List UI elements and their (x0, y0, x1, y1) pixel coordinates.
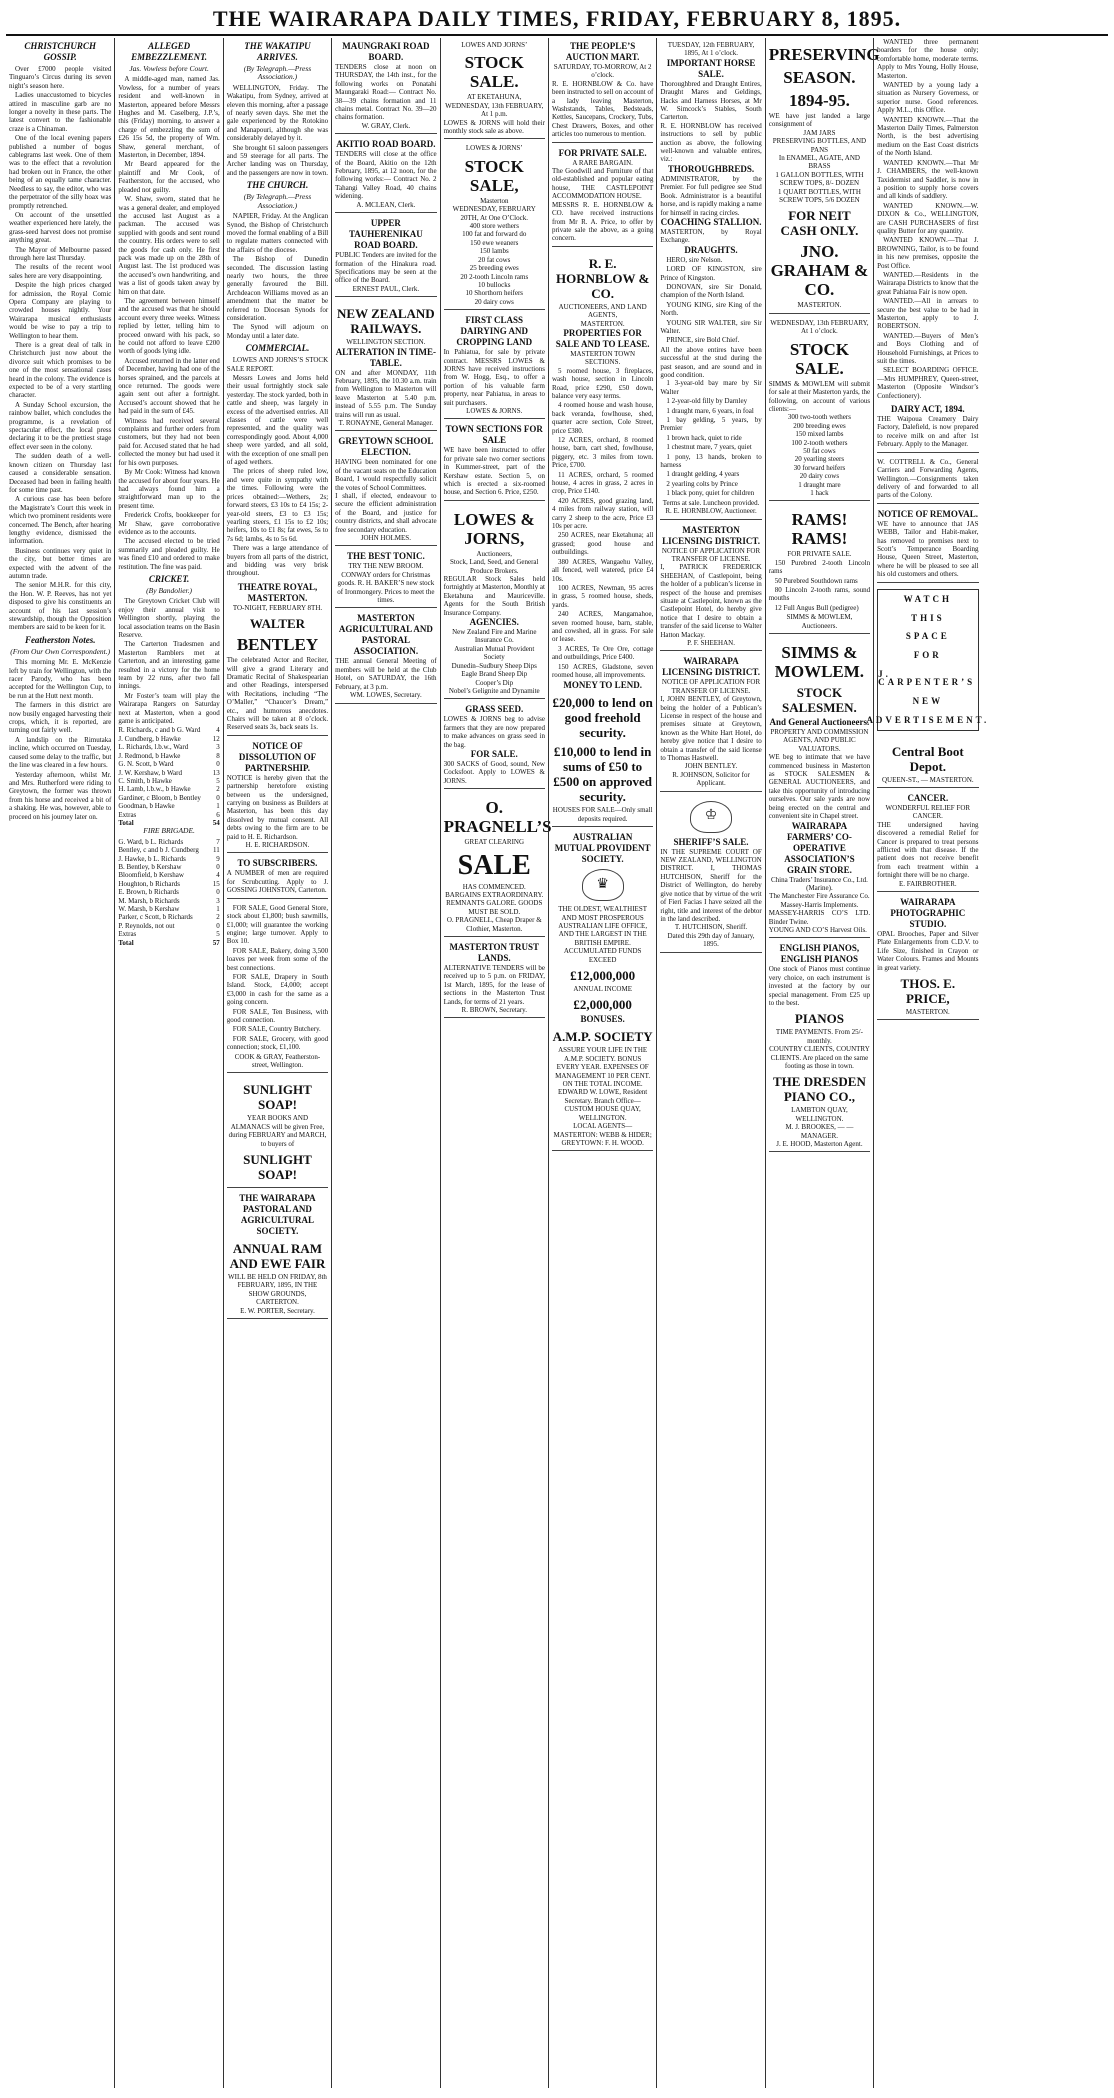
runs: 3 (216, 896, 220, 905)
paragraph: Frederick Crofts, bookkeeper for Mr Shaw, gave corroborative evidence as to the accounts. (118, 511, 220, 536)
article-subheading: (By Telegraph.—Press Association.) (243, 192, 312, 210)
runs: 5 (216, 776, 220, 785)
score-table-heading: FIRE BRIGADE. (143, 826, 195, 836)
watch-this-space-box (866, 589, 990, 731)
score-total: Total 57 (118, 938, 220, 947)
runs: 12 (212, 734, 220, 743)
score-row (118, 880, 219, 888)
lot-item: 1 brown hack, quiet to ride (666, 433, 742, 442)
removal-notice: NOTICE OF REMOVAL. WE have to announce that JAS WEBB, Tailor and Habit-maker, has removed to premises next to Scott’s Temperance Boarding House, Queen Street, Masterton, where he will be pleased to see all his old customers and others. (877, 506, 978, 583)
paragraph: LOWES AND JORNS’S STOCK SALE REPORT. (226, 356, 329, 373)
score-row (118, 802, 219, 810)
paragraph: Messrs Lowes and Jorns held their usual fortnightly stock sale yesterday. The stock yarded, both in cattle and sheep, was largely in excess of the advertised entries. All classes of cattle were well represented, and the quality was correspondingly good. About 4,000 sheep were yarded, and all sold, with the exception of one small pen of aged wethers. (226, 374, 329, 467)
paragraph: Mr Foster’s team will play the Wairarapa Rangers on Saturday next at Masterton, when a good game is anticipated. (118, 691, 220, 726)
score-row (118, 846, 219, 854)
wanted-item: WANTED KNOWN.—That the Masterton Daily Times, Palmerston North, is the best advertising medium on the East Coast districts of the North Island. (877, 115, 979, 158)
score-row (118, 769, 219, 777)
product-item: In ENAMEL, AGATE, AND BRASS (778, 154, 860, 171)
batsman: R. Richards, c and b G. Ward (118, 726, 201, 735)
horse-item: YOUNG KING, sire King of the North. (660, 300, 762, 318)
grass-seed-advertisement: GRASS SEED. LOWES & JORNS beg to advise farmers that they are now prepared to make advances on grass seed in the bag. FOR SALE. 300 SACKS of Good, sound, New Cocksfoot. Apply to LOWES & JORNS. (444, 701, 545, 789)
article-body (9, 65, 111, 632)
rams-advertisement: RAMS! RAMS! FOR PRIVATE SALE. 150 Purebred 2-tooth Lincoln rams 50 Purebred Southdown rams 80 Lincoln 2-tooth rams, sound mouths 12 Full Angus Bull (pedigree) SIMMS & MOWLEM, Auctioneers. (769, 503, 870, 634)
batsman: Bentley, c and b J. Cundberg (118, 846, 199, 855)
lot-item: 20 dairy cows (474, 297, 514, 306)
batsman: J. Hawke, b L. Richards (118, 854, 186, 863)
lot-item: 1 black pony, quiet for children (666, 489, 755, 498)
column-8 (765, 38, 880, 2088)
watch-word: J. CARPENTER’S (878, 668, 976, 688)
runs: 2 (216, 913, 220, 922)
piano-advertisement: ENGLISH PIANOS, ENGLISH PIANOS One stock of Pianos must continue very choice, on each instrument is invested at the factory by our special management. From £25 up to the best. PIANOS TIME PAYMENTS. From 25/- monthly. COUNTRY CLIENTS, COUNTRY CLIENTS. Are placed on the same footing as those in town. THE DRESDEN PIANO CO., LAMBTON QUAY, WELLINGTON. M. J. BROOKES, — — MANAGER. J. E. HOOD, Masterton Agent. (769, 940, 870, 1152)
road-board-notice: AKITIO ROAD BOARD. TENDERS will close at the office of the Board, Akitio on the 12th February, 1895, at 12 noon, for the following works:— Contract No. 2 Tahangi Valley Road, 40 chains widening. A. MCLEAN, Clerk. (335, 136, 436, 213)
paragraph: Witness had received several complaints and further orders from customers, but they had not been paid for. Accused stated that he had collected the money but had used it for his own purposes. (118, 416, 220, 467)
article-heading: THE CHURCH. (246, 180, 309, 191)
agency-item: Nobel’s Gelignite and Dynamite (448, 686, 540, 695)
article-subheading: (By Telegraph.—Press Association.) (243, 64, 312, 82)
auction-mart-advertisement: THE PEOPLE’S AUCTION MART. SATURDAY, TO-MORROW, At 2 o’clock. R. E. HORNBLOW & Co. have been instructed to sell on account of a lady leaving Masterton, Washstands, Tables, Bedsteads, Kettles, Saucepans, Crockery, Tubs, Chest Drawers, Boxes, and other articles too numerous to mention. (552, 38, 653, 143)
amp-society-advertisement: AUSTRALIAN MUTUAL PROVIDENT SOCIETY. ♛ THE OLDEST, WEALTHIEST AND MOST PROSPEROUS AUSTRALIAN LIFE OFFICE, AND THE LARGEST IN THE BRITISH EMPIRE. ACCUMULATED FUNDS EXCEED £12,000,000 ANNUAL INCOME £2,000,000 BONUSES. A.M.P. SOCIETY ASSURE YOUR LIFE IN THE A.M.P. SOCIETY. BONUS EVERY YEAR. EXPENSES OF MANAGEMENT 10 PER CENT. ON THE TOTAL INCOME. EDWARD W. LOWE, Resident Secretary. Branch Office—CUSTOM HOUSE QUAY, WELLINGTON. LOCAL AGENTS—MASTERTON: WEBB & HIDER; GREYTOWN: F. H. WOOD. (552, 829, 653, 1151)
trust-lands-notice: MASTERTON TRUST LANDS. ALTERNATIVE TENDERS will be received up to 5 p.m. on FRIDAY, 1st March, 1895, for the lease of sections in the Masterton Trust Lands, for terms of 21 years. R. BROWN, Secretary. (444, 939, 545, 1018)
agency-item: Cooper’s Dip (475, 678, 514, 687)
runs: 0 (216, 793, 220, 802)
batsman: C. Smith, b Hawke (118, 776, 172, 785)
masthead-rule (6, 34, 1108, 36)
paragraph: By Mr Cook: Witness had known the accused for about four years. He had always found him a straightforward man up to the present time. (118, 468, 220, 510)
association-meeting-notice: MASTERTON AGRICULTURAL AND PASTORAL ASSOCIATION. THE annual General Meeting of members will be held at the Club Hotel, on SATURDAY, the 16th February, at 3 p.m. WM. LOWES, Secretary. (335, 610, 436, 703)
score-row (118, 785, 219, 793)
score-row (118, 930, 219, 938)
column-6 (548, 38, 656, 2088)
wanted-item: WANTED by a young lady a situation as Nursery Governess, or superior nurse. Good references. Apply M.L., this Office. (877, 81, 979, 115)
election-notice: GREYTOWN SCHOOL ELECTION. HAVING been nominated for one of the vacant seats on the Education Board, I would respectfully solicit the votes of School Committees. I shall, if elected, endeavour to secure the efficient administration of the Board, and justice for country districts, and shall advocate free secondary education. JOHN HOLMES. (335, 433, 436, 546)
sale-item: FOR SALE, Country Butchery. (232, 1025, 321, 1034)
masthead: THE WAIRARAPA DAILY TIMES, FRIDAY, FEBRUARY 8, 1895. (212, 6, 902, 31)
agency-item: Dunedin–Sudbury Sheep Dips (451, 661, 537, 670)
runs: 2 (216, 785, 220, 794)
watch-word: ADVERTISEMENT. (866, 714, 990, 725)
batsman: Gardiner, c Bloom, b Bentley (118, 793, 201, 802)
paragraph: A landslip on the Rimutaka incline, which occurred on Tuesday, caused some delay to the traffic, but the line was cleared in a few hours. (9, 735, 112, 770)
lot-item: 30 forward heifers (793, 463, 846, 472)
lot-item: 1 3-year-old bay mare by Sir Walter (660, 379, 762, 396)
runs: 1 (216, 905, 220, 913)
lot-item: 1 bay gelding, 5 years, by Premier (660, 416, 762, 433)
sunlight-soap-advertisement: SUNLIGHT SOAP! YEAR BOOKS AND ALMANACS will be given Free, during FEBRUARY and MARCH, to buyers of SUNLIGHT SOAP! (227, 1075, 328, 1188)
horse-item: HERO, sire Nelson. (666, 255, 723, 264)
license-transfer-notice: MASTERTON LICENSING DISTRICT. NOTICE OF APPLICATION FOR TRANSFER OF LICENSE. I, PATRICK FREDERICK SHEEHAN, of Castlepoint, being the holder of a publican’s license in respect of the house and premises situate at Castlepoint, known as the Castlepoint Hotel, do hereby give notice that I desire to obtain a transfer of the said license to Walter Hatton Mackay. P. F. SHEEHAN. (660, 522, 761, 652)
runs: 4 (216, 871, 220, 880)
property-item: 150 ACRES, Gladstone, seven roomed house, all improvements. (551, 662, 654, 679)
batsman: W. Marsh, b Kershaw (118, 905, 180, 913)
article-body (118, 75, 219, 571)
land-agents-advertisement: R. E. HORNBLOW & CO. AUCTIONEERS, AND LAND AGENTS, MASTERTON. PROPERTIES FOR SALE AND TO LEASE. MASTERTON TOWN SECTIONS. 5 roomed house, 3 fireplaces, wash house, section in Lincoln Road, price £290, £50 down, balance very easy terms. 4 roomed house and wash house, back veranda, fowlhouse, shed, quarter acre section, Cole Street, price £380. 12 ACRES, orchard, 8 roomed house, barn, cart shed, fowlhouse, piggery, etc. 3 miles from town. Price, £700. 11 ACRES, orchard, 5 roomed house, 4 acres in grass, 2 acres in crop, Price £140. 420 ACRES, good grazing land, 4 miles from railway station, will carry 2 sheep to the acre, Price £3 10s per acre. 250 ACRES, near Eketahuna; all grassed; good house and outbuildings. 380 ACRES, Wangaehu Valley, all fenced, well watered, price £4 10s. 100 ACRES, Newman, 95 acres in grass, 5 roomed house, sheds, yards. 240 ACRES, Mangamahoe, seven roomed house, barn, stable, and cowshed, all in grass. For sale or lease. 3 ACRES, Te Ore Ore, cottage and outbuildings, Price £400. 150 ACRES, Gladstone, seven roomed house, all improvements. MONEY TO LEND. £20,000 to lend on good freehold security. £10,000 to lend in sums of £50 to £500 on approved security. HOUSES FOR SALE—Only small deposits required. (552, 249, 653, 827)
watch-word: THIS (911, 612, 945, 623)
property-item: 12 ACRES, orchard, 8 roomed house, barn, cart shed, fowlhouse, piggery, etc. 3 miles from town. Price, £700. (551, 436, 654, 470)
property-item: 4 roomed house and wash house, back veranda, fowlhouse, shed, quarter acre section, Cole Street, price £380. (551, 401, 654, 435)
road-board-notice: MAUNGRAKI ROAD BOARD. TENDERS close at noon on THURSDAY, the 14th inst., for the following works on Ponatahi Maungaraki Road:— Contract No. 38—39 chains formation and 11 chains metal. Contract No. 39—20 chains formation. W. GRAY, Clerk. (335, 38, 436, 134)
batsman: J. Cundberg, b Hawke (118, 734, 181, 743)
carriers-advertisement: W. COTTRELL & Co., General Carriers and Forwarding Agents, Wellington.—Consignments taken delivery of and forwarded to all parts of the Colony. (877, 455, 978, 504)
batsman: Houghton, b Richards (118, 879, 181, 888)
article-body (118, 597, 219, 725)
clearing-sale-advertisement: O. PRAGNELL’S GREAT CLEARING SALE HAS COMMENCED. BARGAINS EXTRAORDINARY. REMNANTS GALORE. GOODS MUST BE SOLD. O. PRAGNELL, Cheap Draper & Clothier, Masterton. (444, 791, 545, 937)
boot-depot-advertisement: Central Boot Depot. QUEEN-ST., — MASTERTON. (877, 737, 978, 788)
score-row (118, 863, 219, 871)
ram-item: 12 Full Angus Bull (pedigree) (774, 603, 859, 612)
runs: 0 (216, 862, 220, 871)
score-row (118, 838, 219, 846)
wanted-item: WANTED KNOWN.—W. DIXON & Co., WELLINGTON, are CASH PURCHASERS of first quality Butter for any quantity. (877, 201, 979, 235)
score-row (118, 922, 219, 930)
ram-item: 80 Lincoln 2-tooth rams, sound mouths (768, 586, 871, 603)
article-heading: Featherston Notes. (24, 634, 96, 645)
paragraph: The sudden death of a well-known citizen on Thursday last caused a considerable sensation. Deceased had been in failing health for some time past. (9, 452, 112, 494)
property-item: 380 ACRES, Wangaehu Valley, all fenced, well watered, price £4 10s. (551, 557, 654, 583)
paragraph: W. Shaw, sworn, stated that he was a general dealer, and employed the accused last August as a packman. The accused was supplied with goods and sent round the country. His orders were to sell the goods for cash only. He first pack was made up on the 28th of August last. The 1st produced was the accused’s own handwriting, and was a list of goods taken away by him on that date. (118, 195, 220, 296)
stock-sale-advertisement: LOWES & JORNS’ STOCK SALE, Masterton WEDNESDAY, FEBRUARY 20TH, At One O’Clock. 400 store wethers 100 fat and forward do 150 ewe weaners 150 lambs 20 fat cows 25 breeding ewes 20 2-tooth Lincoln rams 10 bullocks 10 Shorthorn heifers 20 dairy cows (444, 141, 545, 310)
score-row (118, 888, 219, 896)
runs: 9 (216, 854, 220, 863)
watch-word: SPACE (905, 631, 950, 642)
score-total: Total 54 (118, 818, 220, 827)
score-row (118, 811, 219, 819)
paragraph: She brought 61 saloon passengers and 59 steerage for all parts. The Archer landing was on Thursday, and the passengers are now in town. (226, 143, 329, 177)
paragraph: The Carterton Tradesmen and Masterton Ramblers met at Carterton, and an interesting game resulted in a victory for the home team by 22 runs, after two fall innings. (118, 640, 220, 691)
batsman: G. Ward, b L. Richards (118, 837, 184, 846)
stock-sale-advertisement: LOWES AND JORNS’ STOCK SALE. AT EKETAHUNA, WEDNESDAY, 13th FEBRUARY, At 1 p.m. LOWES & JORNS will hold their monthly stock sale as above. (444, 38, 545, 139)
lot-item: 1 chestnut mare, 7 years, quiet (666, 443, 752, 452)
paragraph: A Sunday School excursion, the rainbow ballet, which concludes the programme, is a revelation of spectacular effect, the local press declaring it to be the prettiest stage effect ever seen in the colony. (9, 400, 112, 451)
batsman: L. Richards, l.b.w., Ward (118, 743, 189, 752)
lot-item: 400 store wethers (469, 222, 519, 231)
auctioneers-advertisement: LOWES & JORNS, Auctioneers, Stock, Land, Seed, and General Produce Brokers. REGULAR Stock Sales held fortnightly at Masterton, Monthly at Eketahuna and Mauriceville. Agents for the South British Insurance Company. AGENCIES. New Zealand Fire and Marine Insurance Co. Australian Mutual Provident Society Dunedin–Sudbury Sheep Dips Eagle Brand Sheep Dip Cooper’s Dip Nobel’s Gelignite and Dynamite (444, 503, 545, 700)
property-item: 420 ACRES, good grazing land, 4 miles from railway station, will carry 2 sheep to the acre, Price £3 10s per acre. (551, 496, 654, 531)
property-item: 240 ACRES, Mangamahoe, seven roomed house, barn, stable, and cowshed, all in grass. For sale or lease. (551, 610, 654, 644)
lot-item: 300 two-tooth wethers (787, 413, 851, 422)
runs: 8 (216, 751, 220, 760)
runs: 11 (213, 846, 220, 855)
agency-item: Massey-Harris Implements. (780, 900, 859, 909)
property-item: 11 ACRES, orchard, 5 roomed house, 4 acres in grass, 2 acres in crop, Price £140. (551, 470, 654, 496)
runs: 13 (212, 768, 220, 777)
runs: 0 (216, 888, 220, 897)
batsman: B. Bentley, b Kershaw (118, 862, 182, 871)
paragraph: The prices of sheep ruled low, and were quite in sympathy with the times. Following were the prices obtained:—Wethers, 2s; forward steers, £3 10s to £4 15s; 2-year-old steers, £3 to £3 15s; yearling steers, £1 15s to £2 10s; heifers, 10s to £1 8s; fat ewes, 5s to 7s 6d; lambs, 4s to 5s 6d. (226, 467, 329, 543)
paragraph: Despite the high prices charged for admission, the Royal Comic Opera Company are playing to crowded houses nightly. Your Wairarapa musical enthusiasts would be wise to pay a trip to Wellington to hear them. (9, 281, 112, 340)
product-item: 1 QUART BOTTLES, WITH SCREW TOPS, 5/6 DOZEN (777, 187, 861, 205)
sale-item: FOR SALE, Good General Store, stock about £1,800; bush sawmills, £1,000; will guarantee the working engine; large turnover. Apply to Box 10. (226, 903, 329, 946)
product-item: JAM JARS (803, 128, 836, 137)
article-subheading: (By Bandolier.) (146, 585, 192, 595)
property-item: 250 ACRES, near Eketahuna; all grassed; good house and outbuildings. (551, 531, 654, 557)
score-row (118, 897, 219, 905)
paragraph: There was a large attendance of buyers from all parts of the district, and bidding was very brisk throughout. (226, 544, 329, 578)
wanted-item: WANTED.—All in arrears to secure the best value to be had in Masterton, apply to J. ROBERTSON. (877, 297, 979, 331)
product-item: PRESERVING BOTTLES, AND PANS (772, 137, 867, 154)
agency-item: The Manchester Fire Assurance Co. (769, 892, 870, 901)
runs: 0 (216, 760, 220, 769)
paragraph: Business continues very quiet in the city, but better times are expected with the advent of the autumn trade. (9, 546, 112, 580)
business-for-sale-advertisement: FOR SALE, Good General Store, stock about £1,800; bush sawmills, £1,000; will guarantee the working engine; large turnover. Apply to Box 10. FOR SALE, Bakery, doing 3,500 loaves per week from some of the best connections. FOR SALE, Drapery in South Island. Stock, £4,000; accept £3,000 in cash for the same as a going concern. FOR SALE, Ten Business, with good connection. FOR SALE, Country Butchery. FOR SALE, Grocery, with good connection; stock, £1,100. COOK & GRAY, Featherston-street, Wellington. (227, 901, 328, 1074)
lot-item: 1 draught gelding, 4 years (666, 470, 740, 479)
batsman: E. Brown, b Richards (118, 888, 179, 897)
column-4 (331, 38, 439, 2088)
paragraph: The Bishop of Dunedin seconded. The discussion lasting nearly two hours, the three generally favoured the Bill. Archdeacon Williams moved as an amendment that the matter be referred to Diocesan Synods for consideration. (226, 255, 329, 322)
paragraph: The farmers in this district are now busily engaged harvesting their crops, which, it is reported, are turning out fairly well. (9, 701, 112, 735)
ram-item: 50 Purebred Southdown rams (774, 576, 858, 585)
article-subheading: Jas. Vowless before Court. (129, 64, 209, 73)
sheriff-sale-notice: ♔ SHERIFF’S SALE. IN THE SUPREME COURT OF NEW ZEALAND, WELLINGTON DISTRICT. I, THOMAS HUTCHISON, Sheriff for the District of Wellington, do hereby give notice that by virtue of the writ of Fieri Facias I have seized all the right, title and interest of the debtor in the land described. T. HUTCHISON, Sheriff. Dated this 29th day of January, 1895. (660, 794, 761, 953)
runs: 0 (216, 921, 220, 930)
paragraph: One of the local evening papers published a number of bogus cablegrams last week. One of them was to the effect that a revolution had broken out in France, the other being of an equally tame character. Needless to say, the editor, who was the perpetrator of the silly hoax was promptly retrenched. (9, 134, 112, 210)
runs: 1 (216, 802, 220, 811)
score-row (118, 777, 219, 785)
article-heading: THE WAKATIPU ARRIVES. (244, 41, 311, 62)
batsman: H. Lamb, l.b.w., b Hawke (118, 785, 191, 794)
lot-item: 150 lambs (479, 247, 509, 256)
article-body (227, 356, 328, 578)
score-row (118, 743, 219, 751)
paragraph: This morning Mr. E. McKenzie left by train for Wellington, with the racer Parody, who has been accepted for the Wellington Cup, to be run at the Hutt next month. (9, 658, 112, 700)
batsman: P. Reynolds, not out (118, 921, 175, 930)
columns (6, 38, 1108, 2088)
lot-item: 1 2-year-old filly by Darnley (666, 397, 748, 406)
batsman: Extras (118, 930, 137, 939)
batsman: Parker, c Scott, b Richards (118, 913, 193, 922)
paragraph: WELLINGTON, Friday. The Wakatipu, from Sydney, arrived at eleven this morning, after a passage of nearly seven days. She met the gale experienced by the Rotokino and Manapouri, although she was considerably delayed by it. (226, 83, 329, 143)
property-item: 3 ACRES, Te Ore Ore, cottage and outbuildings, Price £400. (551, 644, 654, 662)
watch-word: FOR (913, 650, 942, 661)
agency-item: Eagle Brand Sheep Dip (461, 670, 528, 679)
wanted-item: WANTED KNOWN.—That Mr J. CHAMBERS, the well-known Taxidermist and Saddler, is now in a position to supply horse covers and all kinds of saddlery. (877, 158, 979, 201)
column-2 (114, 38, 222, 2088)
paragraph: A middle-aged man, named Jas. Vowless, for a number of years resident and well-known in Masterton, appeared before Messrs Hughes and M. Caselberg, J.P.’s, this (Friday) morning, to answer a charge of embezzling the sum of £26 15s 5d, the property of Wm. Shaw, general merchant, of Masterton, in December, 1894. (118, 75, 220, 160)
lot-item: 1 draught mare, 6 years, in foal (666, 406, 754, 415)
score-table (118, 726, 219, 818)
paragraph: The Mayor of Melbourne passed through here last Thursday. (9, 245, 112, 262)
subscribers-notice: TO SUBSCRIBERS. A NUMBER of men are required for Scrubcutting. Apply to J. GOSSING JOHNSTON, Carterton. (227, 855, 328, 898)
railways-notice: NEW ZEALAND RAILWAYS. WELLINGTON SECTION. ALTERATION IN TIME-TABLE. ON and after MONDAY, 11th February, 1895, the 10.30 a.m. train from Wellington to Masterton will leave Masterton at 5.40 p.m. instead of 5.55 p.m. The Sunday trains will run as usual. T. RONAYNE, General Manager. (335, 299, 436, 431)
wanted-advertisements (877, 38, 978, 400)
wanted-item: WANTED.—Residents in the Wairarapa Districts to know that the great Pahiatua Fair is now open. (877, 270, 979, 296)
batsman: M. Marsh, b Richards (118, 896, 180, 905)
lot-item: 10 Shorthorn heifers (465, 289, 524, 298)
batsman: G. N. Scott, b Ward (118, 760, 174, 769)
article-heading: COMMERCIAL. (245, 343, 310, 354)
runs: 4 (216, 726, 220, 735)
photographic-studio-advertisement: WAIRARAPA PHOTOGRAPHIC STUDIO. OPAL Brooches, Paper and Silver Plate Enlargements from C.D.V. to Life Size, finished in Crayon or Water Colours. Frames and Mounts in great variety. THOS. E. PRICE, MASTERTON. (877, 894, 978, 1020)
article-body (9, 658, 111, 821)
batsman: Goodman, b Hawke (118, 802, 175, 811)
stock-sale-advertisement: WEDNESDAY, 13th FEBRUARY, At 1 o’clock. STOCK SALE. SIMMS & MOWLEM will submit for sale at their Masterton yards, the following, on account of various clients:— 300 two-tooth wethers 200 breeding ewes 150 mixed lambs 100 2-tooth wethers 50 fat cows 20 yearling steers 30 forward heifers 20 dairy cows 1 draught mare 1 hack (769, 316, 870, 502)
paragraph: Mr Beard appeared for the plaintiff and Mr Cook, of Featherston, for the accused, who pleaded not guilty. (118, 160, 220, 194)
article-subheading: (From Our Own Correspondent.) (10, 646, 111, 656)
horse-item: LORD OF KINGSTON, sire Prince of Kingston. (660, 265, 762, 282)
article-heading: ALLEGED EMBEZZLEMENT. (131, 41, 208, 62)
column-9 (866, 38, 990, 2088)
cancer-relief-advertisement: CANCER. WONDERFUL RELIEF FOR CANCER. THE undersigned having discovered a remedial Relief for Cancer is prepared to treat persons afflicted with that disease. If the patient does not receive benefit from each treatment within a fortnight there will be no charge. E. FAIRBROTHER. (877, 790, 978, 892)
ram-item: 150 Purebred 2-tooth Lincoln rams (768, 558, 871, 576)
lot-item: 10 bullocks (478, 280, 511, 289)
shop-advertisement: THE BEST TONIC. TRY THE NEW BROOM. CONWAY orders for Christmas goods. R. H. BAKER’S new stock of Ironmongery. Prices to meet the times. (335, 548, 436, 608)
sale-item: FOR SALE, Drapery in South Island. Stock, £4,000; accept £3,000 in cash for the same as a going concern. (226, 972, 329, 1007)
wanted-item: WANTED three permanent boarders for the house only; comfortable home, moderate terms. Apply to Mrs Young, Holly House, Masterton. (877, 38, 979, 80)
town-sections-advertisement: TOWN SECTIONS FOR SALE WE have been instructed to offer for private sale two corner sections in Kummer-street, part of the Kershaw estate. Section 5, on which is erected a six-roomed house, and Section 6. Price, £250. (444, 421, 545, 500)
paragraph: The Synod will adjourn on Monday until a later date. (226, 323, 329, 340)
preserving-season-advertisement: PRESERVING SEASON. 1894-95. WE have just landed a large consignment of JAM JARS PRESERVING BOTTLES, AND PANS In ENAMEL, AGATE, AND BRASS 1 GALLON BOTTLES, WITH SCREW TOPS, 8/- DOZEN 1 QUART BOTTLES, WITH SCREW TOPS, 5/6 DOZEN FOR NEIT CASH ONLY. JNO. GRAHAM & CO. MASTERTON. (769, 38, 870, 314)
horse-sale-advertisement: TUESDAY, 12th FEBRUARY, 1895, At 1 o’clock. IMPORTANT HORSE SALE. Thoroughbred and Draught Entires, Draught Mares and Geldings, Hacks and Harness Horses, at Mr W. Simcock’s Stables, South Carterton. R. E. HORNBLOW has received instructions to sell by public auction as above, the following well-known and valuable entires, viz.: THOROUGHBREDS. ADMINISTRATOR, by the Premier. For full pedigree see Stud Book. Administrator is a beautiful horse, and is rapidly making a name for himself in racing circles. COACHING STALLION. MASTERTON, by Royal Exchange. DRAUGHTS. HERO, sire Nelson. LORD OF KINGSTON, sire Prince of Kingston. DONOVAN, sire Sir Donald, champion of the North Island. YOUNG KING, sire King of the North. YOUNG SIR WALTER, sire Sir Walter. PRINCE, sire Bold Chief. All the above entires have been successful at the stud during the past season, and are sound and in good condition. 1 3-year-old bay mare by Sir Walter 1 2-year-old filly by Darnley 1 draught mare, 6 years, in foal 1 bay gelding, 5 years, by Premier 1 brown hack, quiet to ride 1 chestnut mare, 7 years, quiet 1 pony, 13 hands, broken to harness 1 draught gelding, 4 years 2 yearling colts by Prince 1 black pony, quiet for children Terms at sale. Luncheon provided. R. E. HORNBLOW, Auctioneer. (660, 38, 761, 520)
lot-item: 1 hack (810, 488, 829, 497)
runs: 6 (216, 810, 220, 819)
watch-word: NEW (912, 696, 944, 707)
lot-item: 20 2-tooth Lincoln rams (460, 272, 529, 281)
society-crest-icon: ♛ (582, 869, 624, 901)
paragraph: NAPIER, Friday. At the Anglican Synod, the Bishop of Christchurch moved the formal enabling of a Bill to regulate matters connected with the affairs of the diocese. (226, 212, 329, 254)
lot-item: 20 yearling steers (794, 455, 845, 464)
score-row (118, 735, 219, 743)
paragraph: A curious case has been before the Magistrate’s Court this week in which two prominent residents were concerned. The Bench, after hearing lengthy evidence, dismissed the information. (9, 495, 112, 546)
column-3 (223, 38, 331, 2088)
paragraph: The senior M.H.R. for this city, the Hon. W. P. Reeves, has not yet disposed to give his constituents an account of his last session’s stewardship, though the Opposition members are said to be keen for it. (9, 581, 112, 632)
wanted-item: SELECT BOARDING OFFICE.—Mrs HUMPHREY, Queen-street, Masterton (Opposite Windsor’s Confectionery). (877, 366, 979, 400)
runs: 5 (216, 930, 220, 939)
property-item: 100 ACRES, Newman, 95 acres in grass, 5 roomed house, sheds, yards. (551, 583, 654, 609)
wanted-item: WANTED.—Buyers of Men’s and Boys Clothing and of Household Furnishings, at Prices to suit the times. (877, 331, 979, 366)
wanted-item: WANTED KNOWN.—That J. BROWNING, Tailor, is to be found in his new premises, opposite the Post Office. (877, 236, 979, 270)
agency-item: New Zealand Fire and Marine Insurance Co. (452, 628, 537, 645)
batsman: J. Redmond, b Hawke (118, 751, 181, 760)
paragraph: The results of the recent wool sales here are very disappointing. (9, 263, 112, 280)
lot-item: 20 fat cows (478, 255, 511, 264)
horse-item: DONOVAN, sire Sir Donald, champion of the North Island. (660, 282, 762, 300)
private-sale-advertisement: FOR PRIVATE SALE. A RARE BARGAIN. The Goodwill and Furniture of that old-established and popular eating house, THE CASTLEPOINT ACCOMMODATION HOUSE. MESSRS R. E. HORNBLOW & CO. have received instructions from Mr R. A. Price, to offer by private sale the above, as a going concern. (552, 145, 653, 247)
dairy-notice: DAIRY ACT, 1894. THE Waipoua Creamery Dairy Factory, Dalefield, is now prepared to receive milk on and after 1st February. Apply to the Manager. (877, 401, 978, 453)
watch-word: WATCH (903, 593, 952, 604)
batsman: Extras (118, 810, 137, 819)
score-row (118, 726, 219, 734)
article-heading: CRICKET. (148, 573, 190, 584)
score-row (118, 855, 219, 863)
score-row (118, 760, 219, 768)
column-1 (6, 38, 114, 2088)
runs: 15 (212, 879, 220, 888)
sale-item: FOR SALE, Ten Business, with good connection. (226, 1007, 329, 1024)
property-item: 5 roomed house, 3 fireplaces, wash house, section in Lincoln Road, price £290, £50 down, balance very easy terms. (551, 366, 654, 400)
stock-salesmen-advertisement: SIMMS & MOWLEM. STOCK SALESMEN. And General Auctioneers. PROPERTY AND COMMISSION AGENTS, AND PUBLIC VALUATORS. WE beg to intimate that we have commenced business in Masterton as STOCK SALESMEN & GENERAL AUCTIONEERS, and take this opportunity of introducing ourselves. Our sale yards are now being erected on the central and convenient site in Chapel street. WAIRARAPA FARMERS’ CO-OPERATIVE ASSOCIATION’S GRAIN STORE. China Traders’ Insurance Co., Ltd. (Marine). The Manchester Fire Assurance Co. Massey-Harris Implements. MASSEY-HARRIS CO’S LTD. Binder Twine. YOUNG AND CO’S Harvest Oils. (769, 636, 870, 938)
horse-item: PRINCE, sire Bold Chief. (666, 336, 740, 345)
paragraph: The accused elected to be tried summarily and pleaded guilty. He was fined £10 and ordered to make restitution. The fine was paid. (118, 537, 220, 571)
lot-item: 150 mixed lambs (795, 430, 844, 439)
column-7 (656, 38, 764, 2088)
paragraph: Over £7000 people visited Tinguaro’s Circus during its seven night’s season here. (9, 65, 112, 90)
lot-item: 25 breeding ewes (469, 264, 519, 273)
license-transfer-notice: WAIRARAPA LICENSING DISTRICT. NOTICE OF APPLICATION FOR TRANSFER OF LICENSE. I, JOHN BENTLEY, of Greytown, being the holder of a Publican’s License in respect of the house and premises situate at Greytown, known as the White Hart Hotel, do hereby give notice that I desire to obtain a transfer of the said license to Thomas Hastwell. JOHN BENTLEY. R. JOHNSON, Solicitor for Applicant. (660, 653, 761, 791)
lot-item: 100 2-tooth wethers (791, 438, 848, 447)
paragraph: Yesterday afternoon, whilst Mr. and Mrs. Rutherford were riding to Greytown, the former was thrown from his horse and received a bit of a shaking. He was, however, able to proceed on his journey later on. (9, 770, 112, 821)
lot-item: 20 dairy cows (799, 472, 840, 481)
paragraph: On account of the unsettled weather experienced here lately, the grass-seed harvest does not promise anything great. (9, 210, 112, 245)
lot-item: 50 fat cows (803, 446, 836, 455)
lot-item: 200 breeding ewes (793, 421, 846, 430)
runs: 3 (216, 743, 220, 752)
score-row (118, 752, 219, 760)
theatre-advertisement: THEATRE ROYAL, MASTERTON. TO-NIGHT, FEBRUARY 8TH. WALTER BENTLEY The celebrated Actor and Reciter, will give a grand Literary and Dramatic Recital of Shakespearian and other Readings, interspersed with Recitations, including “The O’Maller,” “Chaucer’s Dream,” etc., and humorous anecdotes. Chairs will be taken at 8 o’clock. Reserved seats 3s, back seats 1s. (227, 579, 328, 736)
road-board-notice: UPPER TAUHERENIKAU ROAD BOARD. PUBLIC Tenders are invited for the formation of the Hinakura road. Specifications may be seen at the office of the Board. ERNEST PAUL, Clerk. (335, 215, 436, 297)
paragraph: The agreement between himself and the accused was that he should account every three weeks. Witness replied by letter, telling him to proceed onward with his pack, so he could not afford to leave £200 worth of goods lying idle. (118, 296, 220, 356)
column-5 (440, 38, 552, 2088)
horse-item: YOUNG SIR WALTER, sire Sir Walter. (660, 318, 762, 335)
batsman: Bloomfield, b Kershaw (118, 871, 184, 880)
paragraph: The Greytown Cricket Club will enjoy their annual visit to Wellington shortly, playing the local association teams on the Basin Reserve. (118, 597, 220, 639)
lot-item: 1 draught mare (798, 480, 841, 489)
score-table (118, 838, 219, 939)
lot-item: 150 ewe weaners (470, 238, 519, 247)
lot-item: 1 pony, 13 hands, broken to harness (660, 452, 762, 470)
sale-item: FOR SALE, Bakery, doing 3,500 loaves per week from some of the best connections. (226, 946, 329, 972)
dissolution-notice: NOTICE OF DISSOLUTION OF PARTNERSHIP. NOTICE is hereby given that the partnership heretofore existing between us the undersigned, carrying on business as Builders at Masterton, has been this day dissolved by mutual consent. All debts owing to the firm are to be paid to H. E. Richardson. H. E. RICHARDSON. (227, 738, 328, 854)
article-heading: CHRISTCHURCH GOSSIP. (24, 41, 96, 62)
ram-fair-advertisement: THE WAIRARAPA PASTORAL AND AGRICULTURAL SOCIETY. ANNUAL RAM AND EWE FAIR WILL BE HELD ON FRIDAY, 8th FEBRUARY, 1895, IN THE SHOW GROUNDS, CARTERTON. E. W. PORTER, Secretary. (227, 1190, 328, 1319)
paragraph: Accused returned in the latter end of December, having had one of the horses sprained, and the parcels at once returned. The goods were again sent out after a fortnight. Accused’s account showed that he had paid in the sum of £45. (118, 356, 220, 416)
royal-crest-icon: ♔ (690, 801, 732, 833)
paragraph: Ladies unaccustomed to bicycles attired in masculine garb are no longer a novelty in these parts. The latest convert to the fashionable craze is a Chinaman. (9, 91, 112, 133)
land-sale-advertisement: FIRST CLASS DAIRYING AND CROPPING LAND In Pahiatua, for sale by private contract. MESSRS LOWES & JORNS have received instructions from W. Hogg, Esq., to offer a portion of his valuable farm property, near Pahiatua, in areas to suit purchasers. LOWES & JORNS. (444, 312, 545, 419)
score-row (118, 871, 219, 879)
lot-item: 100 fat and forward do (462, 230, 527, 239)
runs: 7 (216, 837, 220, 846)
score-row (118, 794, 219, 802)
article-body (227, 84, 328, 177)
batsman: J. W. Kershaw, b Ward (118, 768, 182, 777)
score-row (118, 905, 219, 913)
score-row (118, 913, 219, 921)
article-body (227, 212, 328, 340)
agency-item: China Traders’ Insurance Co., Ltd. (Marine). (770, 875, 868, 892)
sale-item: FOR SALE, Grocery, with good connection; stock, £1,100. (226, 1034, 329, 1052)
agency-item: Australian Mutual Provident Society (454, 644, 535, 662)
product-item: 1 GALLON BOTTLES, WITH SCREW TOPS, 8/- DOZEN (775, 170, 864, 188)
lot-item: 2 yearling colts by Prince (666, 479, 738, 488)
paragraph: There is a great deal of talk in Christchurch just now about the divorce suit which promises to be one of the most sensational cases heard in the colony. The evidence is expected to be of a very startling character. (9, 341, 112, 400)
